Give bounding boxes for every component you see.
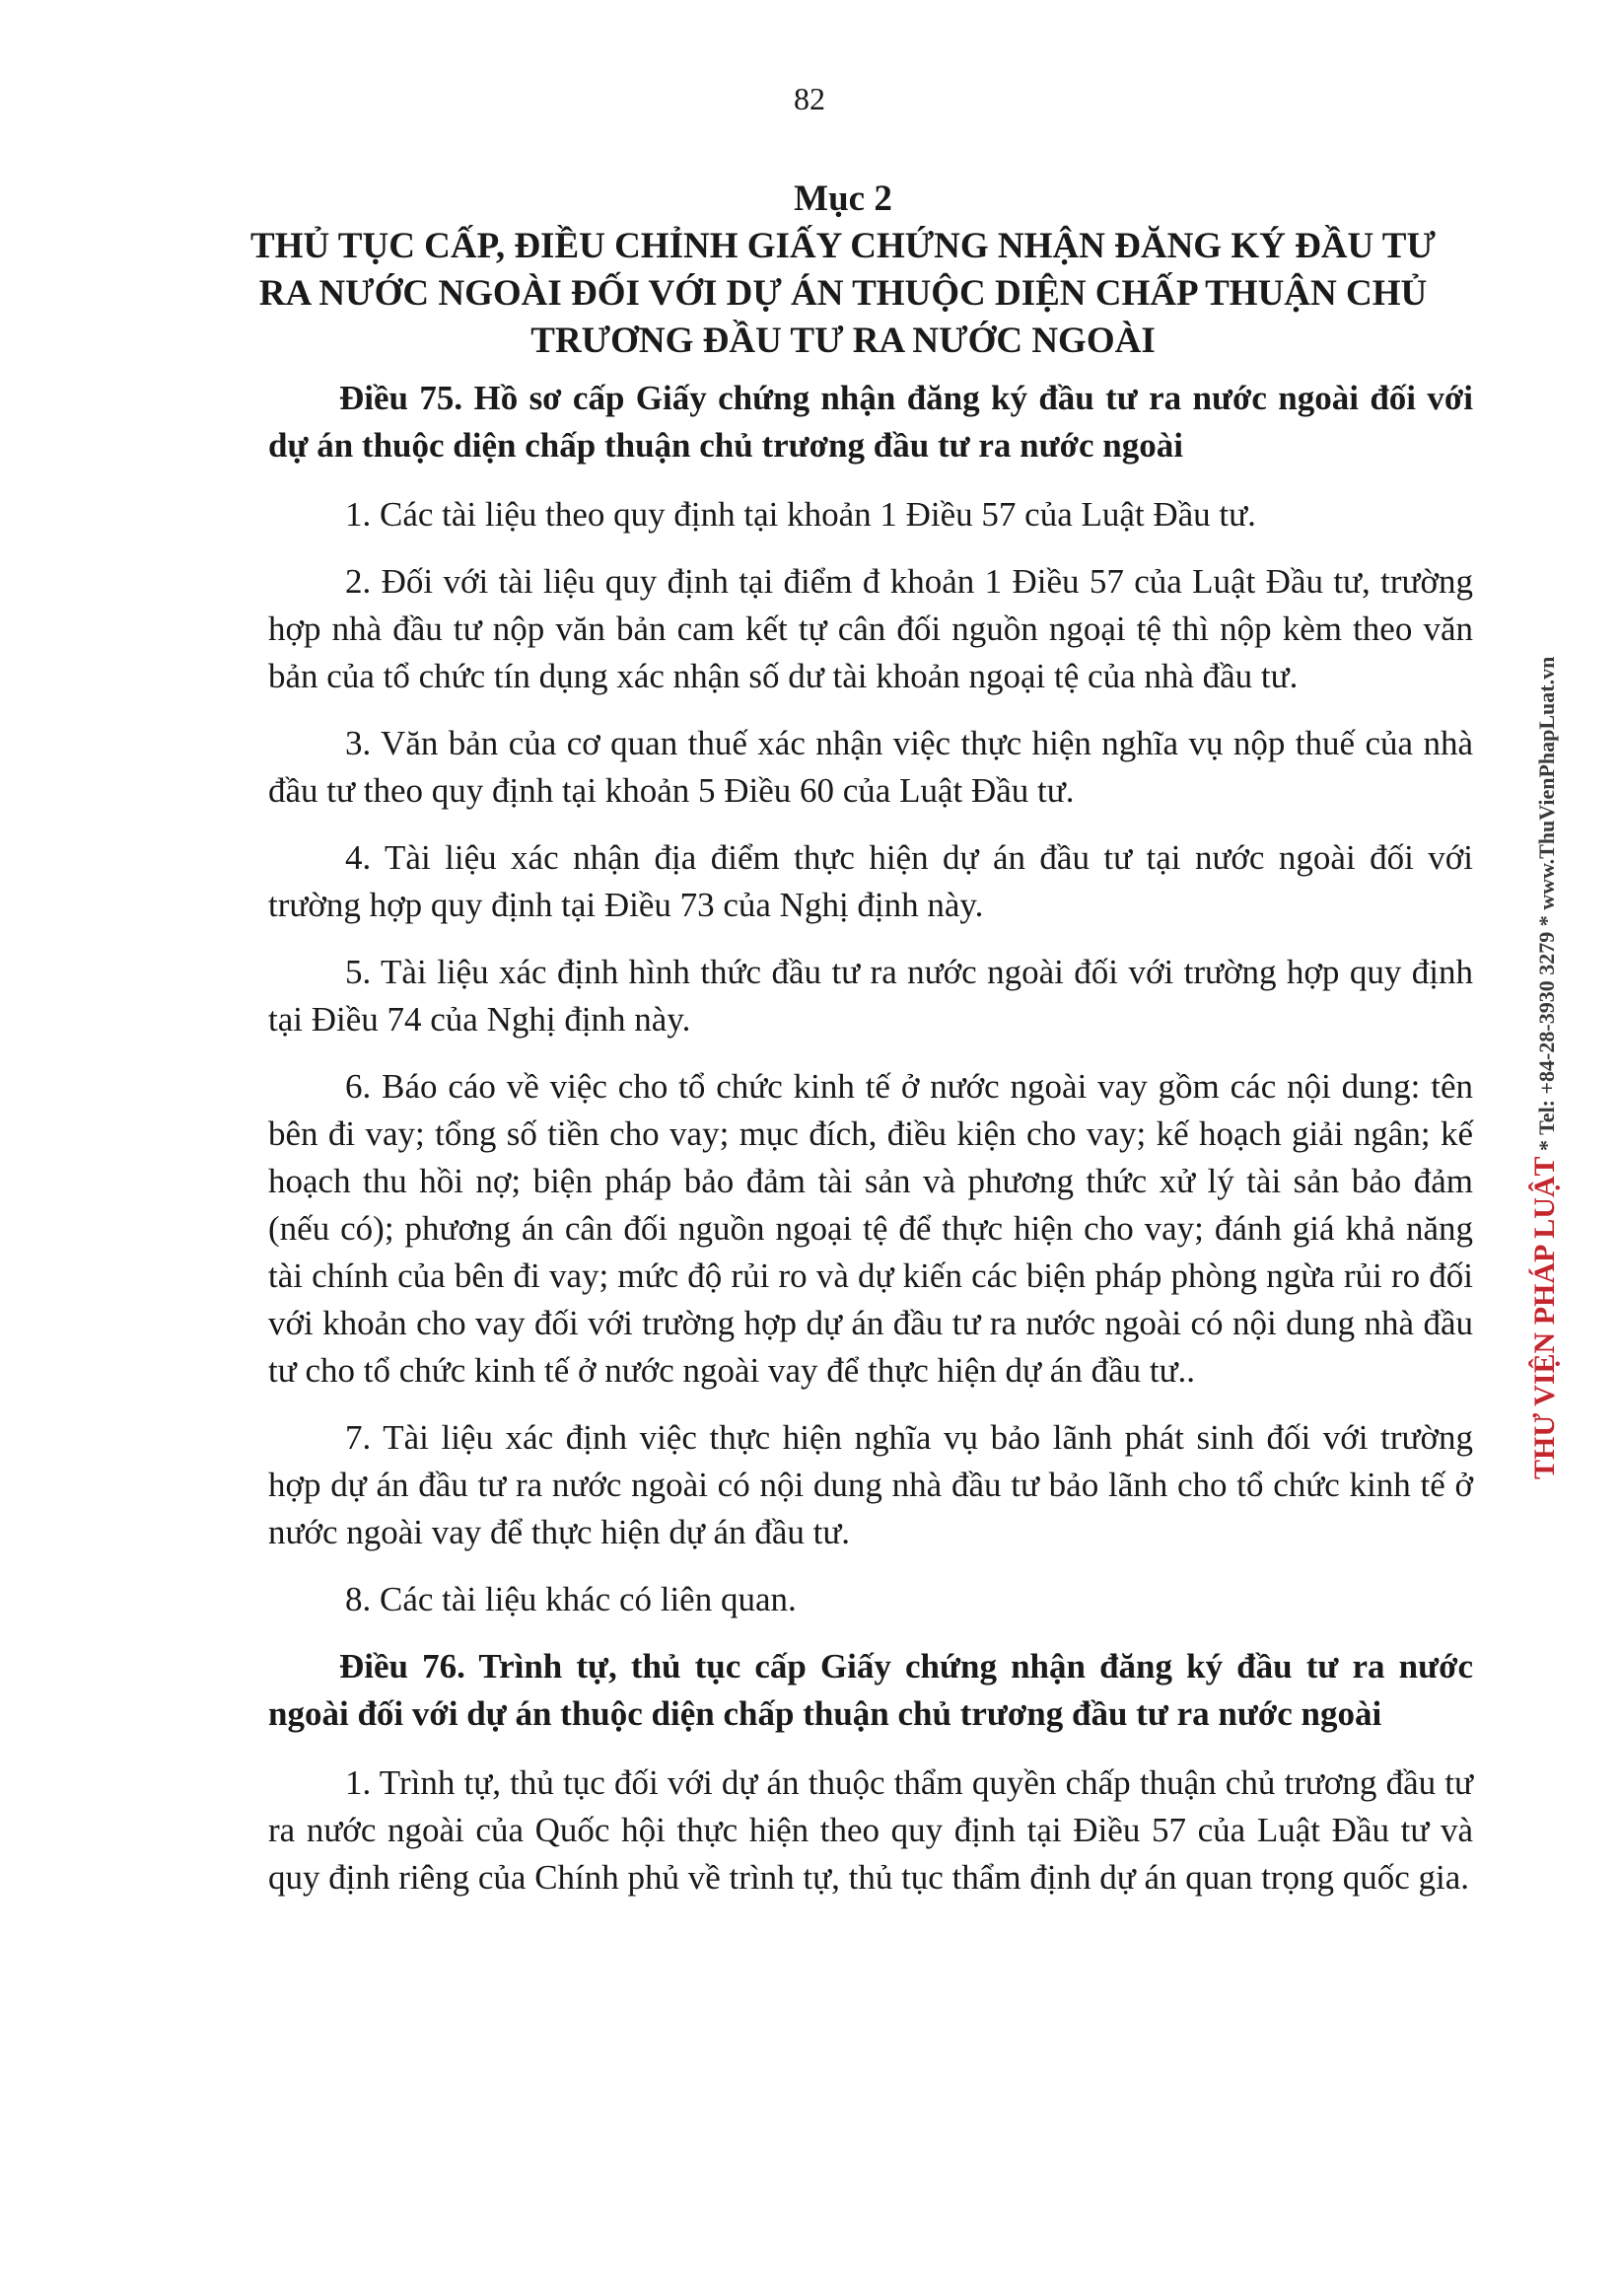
- article-75-item-8: 8. Các tài liệu khác có liên quan.: [345, 1580, 797, 1618]
- article-75-item-5: 5. Tài liệu xác định hình thức đầu tư ra nước ngoài đối với trường hợp quy định tại Điều 74 của Nghị định này.: [268, 953, 1473, 1039]
- page-number: 82: [794, 81, 825, 116]
- article-75-title: Điều 75. Hồ sơ cấp Giấy chứng nhận đăng ký đầu tư ra nước ngoài đối với dự án thuộc diện chấp thuận chủ trương đầu tư ra nước ngoài: [268, 379, 1473, 465]
- document-body: [268, 375, 1473, 1921]
- section-title: THỦ TỤC CẤP, ĐIỀU CHỈNH GIẤY CHỨNG NHẬN ĐĂNG KÝ ĐẦU TƯ RA NƯỚC NGOÀI ĐỐI VỚI DỰ ÁN THUỘC DIỆN CHẤP THUẬN CHỦ TRƯƠNG ĐẦU TƯ RA NƯỚC NGOÀI: [250, 226, 1436, 361]
- article-75-item-4: 4. Tài liệu xác nhận địa điểm thực hiện dự án đầu tư tại nước ngoài đối với trường hợp quy định tại Điều 73 của Nghị định này.: [268, 838, 1473, 924]
- section-label: Mục 2: [794, 179, 892, 219]
- watermark-text: [1528, 657, 1562, 1479]
- article-75-item-2: 2. Đối với tài liệu quy định tại điểm đ khoản 1 Điều 57 của Luật Đầu tư, trường hợp nhà đầu tư nộp văn bản cam kết tự cân đối nguồn ngoại tệ thì nộp kèm theo văn bản của tổ chức tín dụng xác nhận số dư tài khoản ngoại tệ của nhà đầu tư.: [268, 562, 1473, 695]
- watermark: [1499, 513, 1561, 1479]
- article-75-item-7: 7. Tài liệu xác định việc thực hiện nghĩa vụ bảo lãnh phát sinh đối với trường hợp dự án đầu tư ra nước ngoài có nội dung nhà đầu tư bảo lãnh cho tổ chức kinh tế ở nước ngoài vay để thực hiện dự án đầu tư.: [268, 1418, 1473, 1551]
- article-75-item-3: 3. Văn bản của cơ quan thuế xác nhận việc thực hiện nghĩa vụ nộp thuế của nhà đầu tư theo quy định tại khoản 5 Điều 60 của Luật Đầu tư.: [268, 724, 1473, 810]
- article-76-title: Điều 76. Trình tự, thủ tục cấp Giấy chứng nhận đăng ký đầu tư ra nước ngoài đối với dự án thuộc diện chấp thuận chủ trương đầu tư ra nước ngoài: [268, 1647, 1473, 1733]
- watermark-contact: * Tel: +84-28-3930 3279 * www.ThuVienPhapLuat.vn: [1534, 656, 1559, 1157]
- watermark-brand: THƯ VIỆN PHÁP LUẬT: [1528, 1156, 1561, 1479]
- article-75-item-6: 6. Báo cáo về việc cho tổ chức kinh tế ở nước ngoài vay gồm các nội dung: tên bên đi vay; tổng số tiền cho vay; mục đích, điều kiện cho vay; kế hoạch giải ngân; kế hoạch thu hồi nợ; biện pháp bảo đảm tài sản và phương thức xử lý tài sản bảo đảm (nếu có); phương án cân đối nguồn ngoại tệ để thực hiện cho vay; đánh giá khả năng tài chính của bên đi vay; mức độ rủi ro và dự kiến các biện pháp phòng ngừa rủi ro đối với khoản cho vay đối với trường hợp dự án đầu tư ra nước ngoài có nội dung nhà đầu tư cho tổ chức kinh tế ở nước ngoài vay để thực hiện dự án đầu tư..: [268, 1067, 1473, 1390]
- section-heading: [227, 176, 1459, 365]
- article-76-item-1: 1. Trình tự, thủ tục đối với dự án thuộc thẩm quyền chấp thuận chủ trương đầu tư ra nước ngoài của Quốc hội thực hiện theo quy định tại Điều 57 của Luật Đầu tư và quy định riêng của Chính phủ về trình tự, thủ tục thẩm định dự án quan trọng quốc gia.: [268, 1763, 1473, 1897]
- article-75-item-1: 1. Các tài liệu theo quy định tại khoản 1 Điều 57 của Luật Đầu tư.: [345, 495, 1256, 534]
